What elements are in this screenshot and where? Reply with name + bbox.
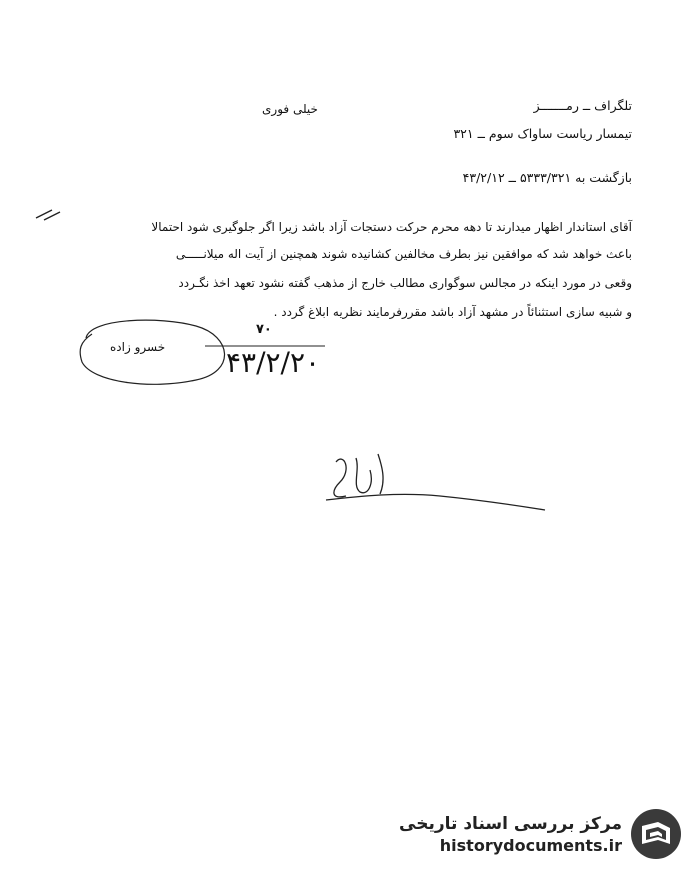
signer-name: خسرو زاده: [110, 340, 166, 354]
archive-footer: [399, 808, 682, 860]
archive-title: مرکز بررسی اسناد تاریخی: [399, 813, 622, 834]
archive-logo-icon: [630, 808, 682, 860]
recipient-line: تیمسار ریاست ساواک سوم ــ ۳۲۱: [453, 126, 632, 141]
reference-line: بازگشت به ۵۳۳۳/۳۲۱ ــ ۴۳/۲/۱۲: [462, 170, 632, 185]
tick-marks: [36, 210, 60, 220]
urgency-label: خیلی فوری: [262, 102, 318, 116]
body-line-2: باعث خواهد شد که موافقین نیز بطرف مخالفین کشانیده شوند همچنین از آیت اله میلانـــــی: [175, 247, 632, 261]
telegraph-heading: تلگراف ــ رمـــــــز: [533, 98, 632, 113]
handwritten-signature: [326, 454, 545, 510]
archive-url: historydocuments.ir: [439, 835, 622, 855]
handwritten-date: ۴۳/۲/۲۰: [226, 346, 321, 379]
body-line-4: و شبیه سازی استثنائاً در مشهد آزاد باشد مقررفرمایند نظریه ابلاغ گردد .: [273, 305, 632, 319]
body-line-1: آقای استاندار اظهار میدارند تا دهه محرم حرکت دستجات آزاد باشد زیرا اگر جلوگیری شود احتمالا: [151, 220, 632, 234]
body-line-3: وقعی در مورد اینکه در مجالس سوگواری مطالب خارج از مذهب گفته نشود تعهد اخذ نگـردد: [178, 276, 632, 290]
document-number: ۷۰: [256, 322, 272, 337]
signer-oval: [80, 320, 224, 384]
